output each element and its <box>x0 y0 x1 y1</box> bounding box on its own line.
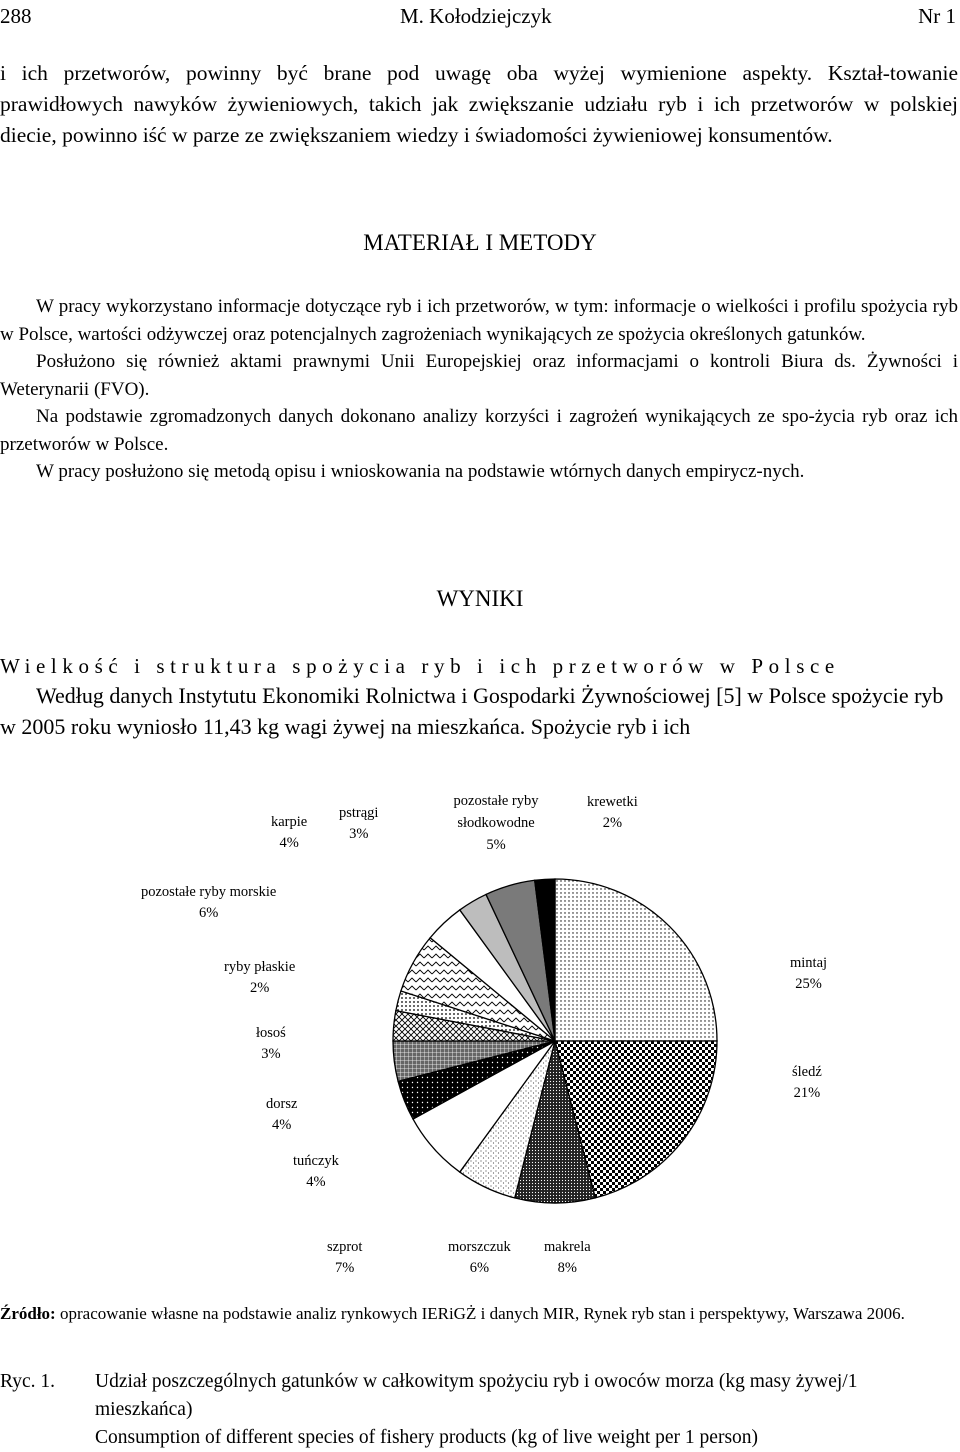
issue-number: Nr 1 <box>918 4 956 28</box>
pie-label-morszczuk <box>448 1237 511 1279</box>
pie-label-value: 2% <box>602 815 623 831</box>
pie-slice-tuńczyk <box>398 1041 555 1119</box>
methods-paragraph: W pracy wykorzystano informacje dotyczące ryb i ich przetworów, w tym: informacje o wielkości i profilu spożycia ryb w Polsce, wartości odżywczej oraz potencjalnych zagrożeniach wynikających ze spożycia określonych gatunków. <box>0 296 958 345</box>
pie-label-value: 7% <box>335 1260 355 1276</box>
pie-label-mintaj <box>790 953 827 995</box>
running-head-author: M. Kołodziejczyk <box>400 4 552 28</box>
pie-label-name: śledź <box>792 1064 822 1080</box>
pie-slice-karpie <box>430 910 555 1041</box>
pie-label-sledz <box>792 1062 822 1104</box>
pie-slice-łosoś <box>393 1011 555 1041</box>
pie-label-name: karpie <box>271 814 308 830</box>
pie-slice-śledź <box>555 1041 717 1198</box>
pie-label-name: szprot <box>327 1239 363 1255</box>
page-number: 288 <box>0 4 32 28</box>
pie-label-losos <box>256 1023 286 1065</box>
methods-paragraph: W pracy posłużono się metodą opisu i wnioskowania na podstawie wtórnych danych empirycz-nych. <box>36 461 805 482</box>
methods-paragraph: Na podstawie zgromadzonych danych dokonano analizy korzyści i zagrożeń wynikających ze spo-życia ryb oraz ich przetworów w Polsce. <box>0 406 958 455</box>
intro-text <box>0 58 958 151</box>
pie-slice-makrela <box>515 1041 596 1203</box>
figure-caption-text <box>95 1368 957 1452</box>
pie-label-value: 2% <box>249 980 270 996</box>
pie-slice-szprot <box>413 1041 555 1172</box>
pie-label-name: ryby płaskie <box>224 959 296 975</box>
pie-label-tunczyk <box>293 1151 339 1193</box>
results-subtitle: Wielkość i struktura spożycia ryb i ich przetworów w Polsce <box>0 654 840 678</box>
pie-slice-morszczuk <box>460 1041 555 1198</box>
source-text: opracowanie własne na podstawie analiz rynkowych IERiGŻ i danych MIR, Rynek ryb stan i perspektywy, Warszawa 2006. <box>59 1304 905 1323</box>
section-title-results: WYNIKI <box>436 586 524 611</box>
caption-polish: Udział poszczególnych gatunków w całkowitym spożyciu ryb i owoców morza (kg masy żywej/1 mieszkańca) <box>95 1371 858 1420</box>
results-text <box>0 680 958 742</box>
pie-slice-pstrągi <box>460 894 555 1041</box>
pie-label-value: 4% <box>306 1174 326 1190</box>
pie-label-value: 4% <box>279 835 299 851</box>
pie-label-pozostale-morskie <box>141 882 276 924</box>
pie-label-name: mintaj <box>790 955 828 971</box>
pie-label-name: pstrągi <box>339 805 379 821</box>
pie-label-name: makrela <box>544 1239 591 1255</box>
pie-label-name: dorsz <box>266 1096 298 1112</box>
source-label: Źródło: <box>0 1304 56 1323</box>
results-paragraph: Według danych Instytutu Ekonomiki Rolnictwa i Gospodarki Żywnościowej [5] w Polsce spożycie ryb w 2005 roku wyniosło 11,43 kg wagi żywej na mieszkańca. Spożycie ryb i ich <box>0 683 944 739</box>
pie-label-name: pozostałe ryby morskie <box>141 884 277 900</box>
pie-label-value: 25% <box>795 976 822 992</box>
pie-slice-pozostałe-ryby-morskie <box>401 938 555 1041</box>
pie-label-name: tuńczyk <box>293 1153 339 1169</box>
pie-label-value: 4% <box>272 1117 292 1133</box>
pie-label-name: krewetki <box>587 794 638 810</box>
methods-text <box>0 293 958 486</box>
source-note <box>0 1301 958 1327</box>
pie-label-value: 21% <box>793 1085 821 1101</box>
pie-label-dorsz <box>266 1094 297 1136</box>
caption-english: Consumption of different species of fishery products (kg of live weight per 1 person) <box>95 1427 759 1448</box>
pie-label-makrela <box>544 1237 591 1279</box>
pie-label-ryby-plaskie <box>224 957 295 999</box>
figure-number: Ryc. 1. <box>0 1371 56 1392</box>
pie-label-pozostale-slodkowodne <box>444 790 548 856</box>
pie-slices <box>393 879 717 1203</box>
pie-label-name: morszczuk <box>448 1239 511 1255</box>
pie-label-name: pozostałe ryby słodkowodne <box>453 793 539 831</box>
pie-label-value: 6% <box>198 905 219 921</box>
pie-label-karpie <box>271 812 307 854</box>
pie-label-value: 3% <box>349 826 369 842</box>
pie-label-krewetki <box>587 792 638 834</box>
pie-label-value: 8% <box>557 1260 578 1276</box>
pie-label-value: 6% <box>469 1260 490 1276</box>
pie-label-pstragi <box>339 803 378 845</box>
pie-slice-ryby-płaskie <box>396 991 555 1041</box>
pie-slice-mintaj <box>555 879 717 1041</box>
intro-paragraph: i ich przetworów, powinny być brane pod uwagę oba wyżej wymienione aspekty. Kształ-towanie prawidłowych nawyków żywieniowych, takich jak zwiększanie udziału ryb i ich przetworów w polskiej diecie, powinno iść w parze ze zwiększaniem wiedzy i świadomości żywieniowej konsumentów. <box>0 61 958 147</box>
pie-slice-krewetki <box>535 879 555 1041</box>
pie-slice-dorsz <box>393 1041 555 1081</box>
methods-paragraph: Posłużono się również aktami prawnymi Unii Europejskiej oraz informacjami o kontroli Biura ds. Żywności i Weterynarii (FVO). <box>0 351 958 400</box>
pie-label-szprot <box>327 1237 362 1279</box>
section-title-methods: MATERIAŁ I METODY <box>363 230 597 255</box>
pie-label-value: 3% <box>261 1046 281 1062</box>
pie-slice-pozostałe-ryby-słodkowodne <box>486 880 555 1041</box>
pie-label-name: łosoś <box>256 1025 286 1041</box>
pie-label-value: 5% <box>486 837 506 853</box>
